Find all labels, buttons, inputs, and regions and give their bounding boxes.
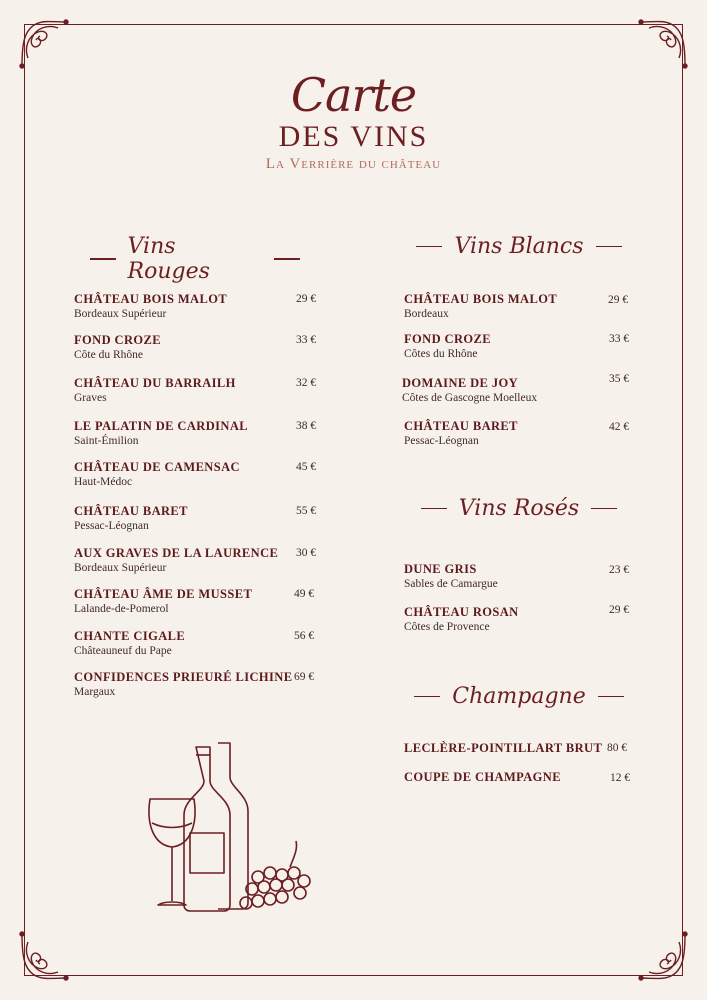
wine-price: 33 € [296,334,317,346]
wine-name: LE PALATIN DE CARDINAL [74,419,248,433]
wine-region: Côtes de Gascogne Moelleux [402,392,538,404]
menu-item [404,292,557,320]
section-title-vins-rouges [90,234,300,284]
wine-name: DUNE GRIS [404,562,477,576]
wine-price: 30 € [296,547,317,559]
section-title-champagne [414,684,624,709]
wine-price: 38 € [296,420,317,432]
wine-price: 80 € [607,742,628,754]
divider [414,696,440,698]
wine-price: 55 € [296,505,317,517]
divider [274,258,300,260]
divider [90,258,116,260]
wine-region: Côtes du Rhône [404,348,478,360]
wine-name: CHÂTEAU BARET [74,504,188,518]
wine-price: 23 € [609,564,630,576]
menu-item [74,333,161,361]
title-caps: DES VINS [278,120,429,153]
wine-name: LECLÈRE-POINTILLART BRUT [404,741,603,755]
corner-ornament-icon [633,926,693,986]
corner-ornament-icon [633,14,693,74]
divider [421,508,447,510]
wine-price: 42 € [609,421,630,433]
wine-price: 45 € [296,461,317,473]
menu-item [74,504,188,532]
wine-price: 29 € [296,293,317,305]
menu-item [404,332,491,360]
menu-item [404,770,561,785]
wine-price: 49 € [294,588,315,600]
divider [591,508,617,510]
wine-name: CHÂTEAU BOIS MALOT [404,292,558,306]
wine-price: 33 € [609,333,630,345]
section-title-label: Champagne [452,684,586,709]
wine-price: 35 € [609,373,630,385]
wine-region: Pessac-Léognan [74,520,149,532]
menu-item [402,376,537,404]
section-title-vins-roses [414,496,624,521]
wine-name: CONFIDENCES PRIEURÉ LICHINE [74,670,293,684]
subtitle: La Verrière du château [265,156,442,172]
wine-price: 32 € [296,377,317,389]
section-title-label: Vins Rosés [458,496,580,521]
wine-name: AUX GRAVES DE LA LAURENCE [74,546,279,560]
menu-item [404,562,498,590]
section-title-vins-blancs [414,234,624,259]
wine-region: Graves [74,392,107,404]
menu-item [404,605,519,633]
wine-region: Bordeaux Supérieur [74,308,167,320]
wine-region: Margaux [74,686,116,698]
menu-header [0,70,707,173]
menu-item [74,376,236,404]
menu-item [404,419,518,447]
section-title-label: Vins Blancs [454,234,584,259]
wine-region: Châteauneuf du Pape [74,645,172,657]
wine-price: 69 € [294,671,315,683]
menu-item [74,419,248,447]
wine-region: Sables de Camargue [404,578,498,590]
menu-item [74,292,227,320]
corner-ornament-icon [14,926,74,986]
wine-region: Bordeaux Supérieur [74,562,167,574]
wine-region: Bordeaux [404,308,449,320]
divider [416,246,442,248]
divider [598,696,624,698]
wine-region: Saint-Émilion [74,435,139,447]
wine-name: COUPE DE CHAMPAGNE [404,770,561,784]
wine-price: 29 € [609,604,630,616]
wine-name: FOND CROZE [74,333,161,347]
wine-price: 29 € [608,294,629,306]
wine-region: Pessac-Léognan [404,435,479,447]
wine-name: CHÂTEAU ROSAN [404,605,519,619]
wine-name: CHÂTEAU BARET [404,419,518,433]
wine-price: 56 € [294,630,315,642]
divider [596,246,622,248]
corner-ornament-icon [14,14,74,74]
section-title-label: Vins Rouges [127,234,210,284]
menu-item [74,587,252,615]
wine-region: Haut-Médoc [74,476,133,488]
wine-name: CHÂTEAU DE CAMENSAC [74,460,240,474]
menu-item [404,741,602,756]
menu-item [74,629,185,657]
menu-item [74,670,292,698]
wine-name: DOMAINE DE JOY [402,376,519,390]
wine-region: Côte du Rhône [74,349,143,361]
wine-name: CHÂTEAU BOIS MALOT [74,292,228,306]
wine-region: Lalande-de-Pomerol [74,603,169,615]
wine-region: Côtes de Provence [404,621,490,633]
wine-name: CHÂTEAU DU BARRAILH [74,376,236,390]
menu-item [74,460,240,488]
title-script: Carte [290,68,417,122]
wine-illustration-icon [140,735,320,915]
menu-item [74,546,278,574]
wine-name: FOND CROZE [404,332,491,346]
wine-name: CHÂTEAU ÂME DE MUSSET [74,587,253,601]
wine-price: 12 € [610,772,631,784]
wine-name: CHANTE CIGALE [74,629,186,643]
